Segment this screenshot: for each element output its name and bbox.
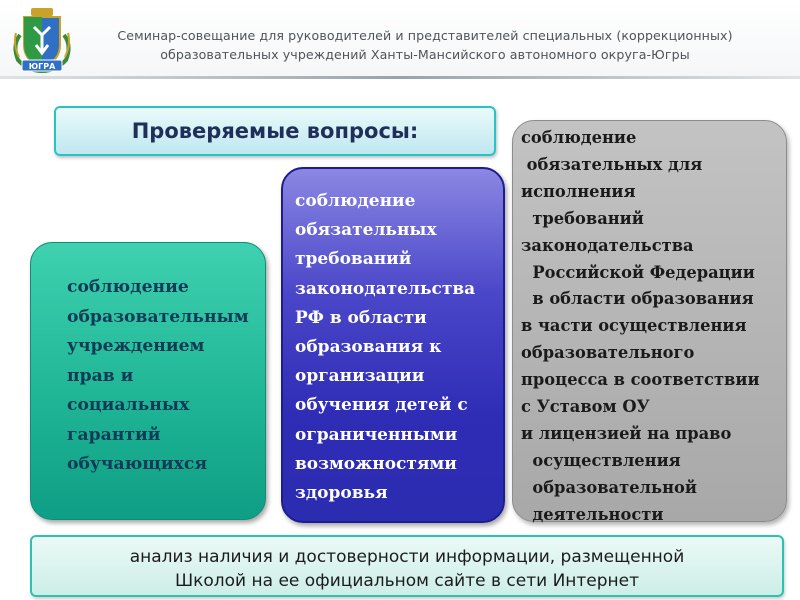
- section-title-box: [54, 106, 496, 156]
- card-rights-guarantees: [30, 242, 266, 520]
- card-line: гарантий: [67, 424, 161, 445]
- card-line: обязательных для: [521, 154, 703, 174]
- card-line: требований: [295, 249, 412, 270]
- card-line: образовательным: [67, 306, 249, 327]
- card-line: требований: [521, 208, 644, 228]
- bottom-line-1: анализ наличия и достоверности информации, размещенной: [129, 547, 685, 567]
- bottom-summary-box: [30, 535, 784, 597]
- card-line: процесса в соответствии: [521, 370, 760, 390]
- card-line: обучения детей с: [295, 395, 468, 416]
- card-line: обязательных: [295, 220, 437, 241]
- card-line: социальных: [67, 395, 190, 415]
- card-line: исполнения: [521, 181, 636, 201]
- card-line: в области образования: [521, 289, 754, 309]
- header-title: [60, 26, 790, 64]
- card-line: и лицензией на право: [521, 423, 732, 443]
- card-line: соблюдение: [295, 191, 416, 211]
- card-line: ограниченными: [295, 424, 458, 445]
- card-line: обучающихся: [67, 454, 208, 474]
- card-special-needs-requirements: [281, 167, 505, 523]
- card-line: образовательной: [521, 477, 697, 497]
- card-line: прав и: [67, 365, 134, 386]
- header-line-2: образовательных учреждений Ханты-Мансийского автономного округа-Югры: [160, 47, 690, 62]
- card-line: законодательства: [521, 235, 694, 255]
- card-line: образования к: [295, 337, 442, 358]
- header-divider: [0, 76, 800, 79]
- card-line: учреждением: [67, 336, 205, 356]
- card-line: соблюдение: [521, 128, 637, 147]
- section-title: Проверяемые вопросы:: [131, 119, 419, 143]
- header-line-1: Семинар-совещание для руководителей и представителей специальных (коррекционных): [117, 28, 733, 43]
- card-line: деятельности: [521, 504, 664, 524]
- card-line: законодательства: [295, 278, 476, 299]
- card-line: организации: [295, 366, 425, 387]
- card-line: образовательного: [521, 343, 695, 363]
- emblem-label: ЮГРА: [28, 62, 56, 71]
- card-line: Российской Федерации: [521, 262, 755, 282]
- card-line: осуществления: [521, 450, 681, 470]
- card-legislation-requirements: [512, 120, 787, 522]
- card-line: соблюдение: [67, 277, 189, 297]
- card-line: РФ в области: [295, 307, 427, 328]
- bottom-line-2: Школой на ее официальном сайте в сети Интернет: [174, 571, 640, 591]
- card-line: возможностями: [295, 453, 457, 474]
- card-line: с Уставом ОУ: [521, 397, 650, 417]
- card-line: в части осуществления: [521, 316, 747, 336]
- card-line: здоровья: [295, 483, 388, 504]
